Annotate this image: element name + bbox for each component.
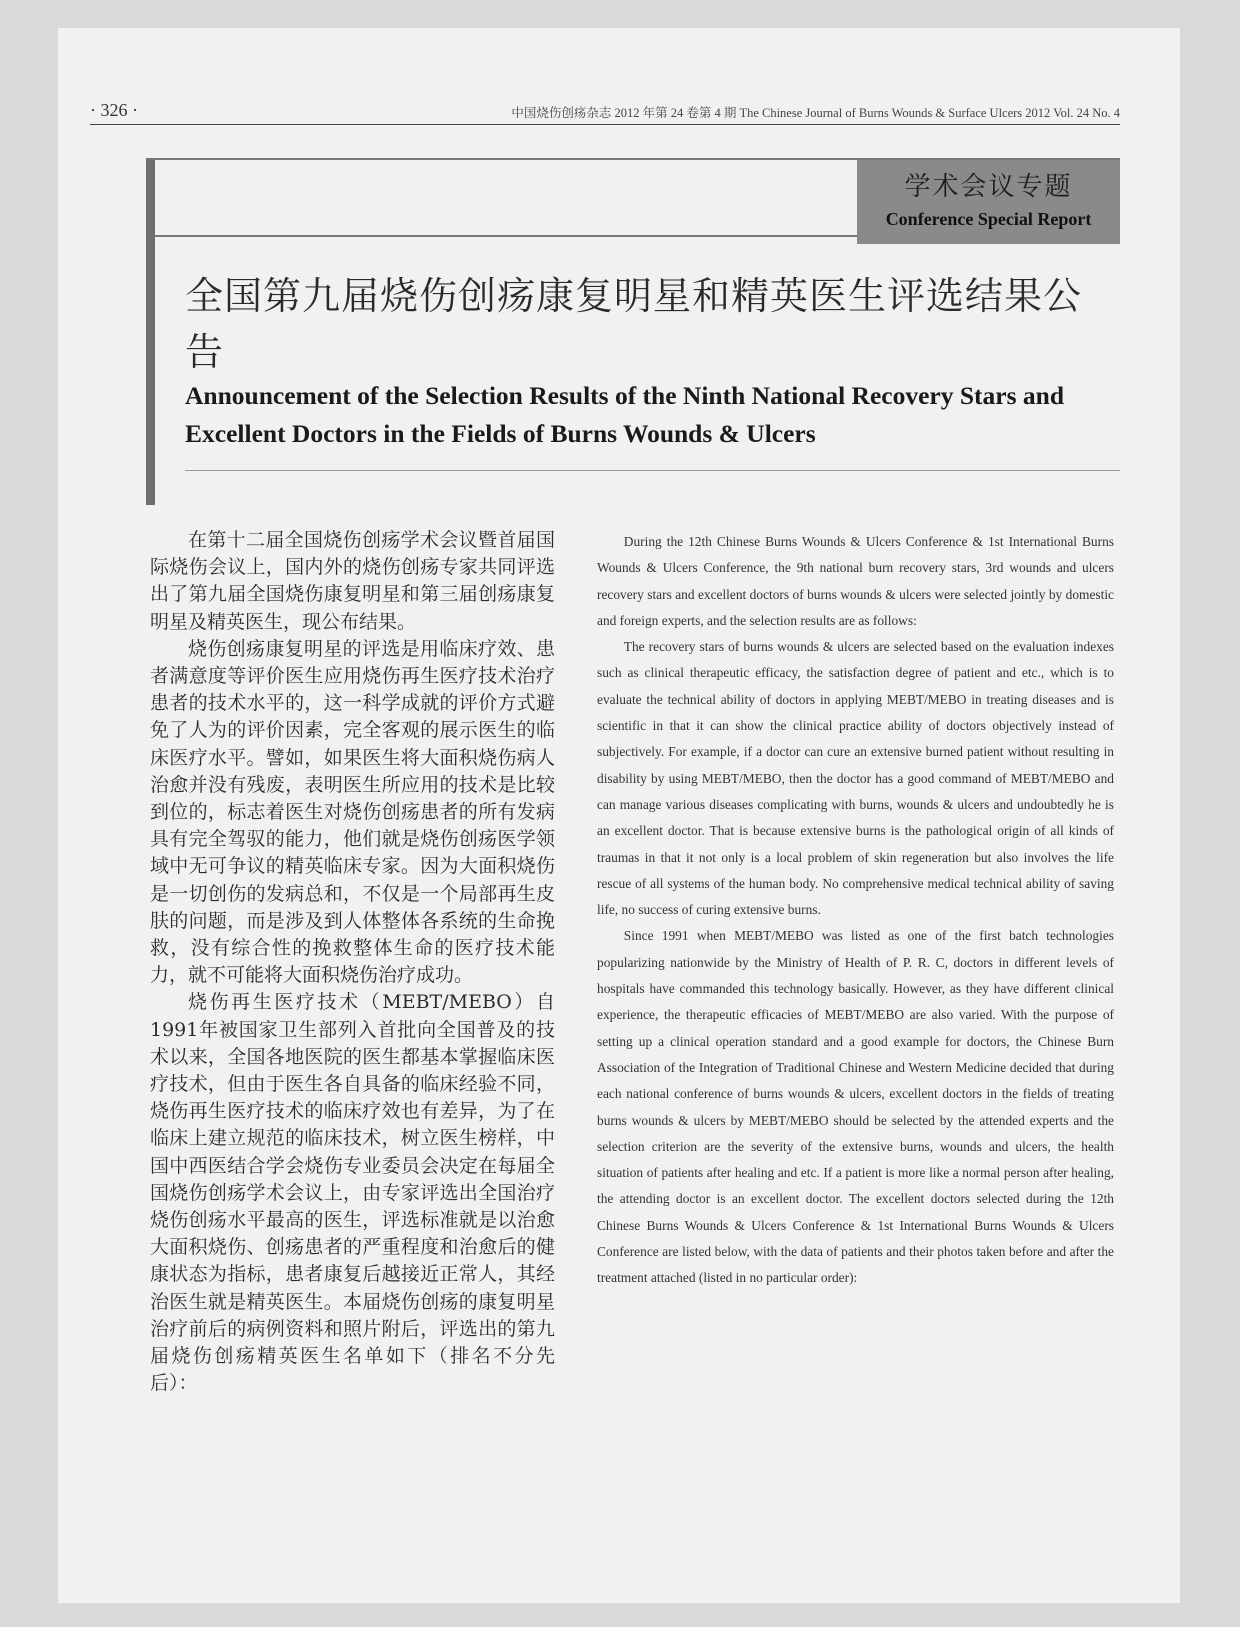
paragraph-en: During the 12th Chinese Burns Wounds & Ulcers Conference & 1st International Burns Wounds & Ulcers Conference, the 9th national burn recovery stars, 3rd wounds and ulcers recovery stars and excellent doctors of burns wounds & ulcers were selected jointly by domestic and foreign experts, and the selection results are as follows: xyxy=(597,534,1114,628)
paragraph-en: The recovery stars of burns wounds & ulcers are selected based on the evaluation indexes such as clinical therapeutic efficacy, the satisfaction degree of patient and etc., which is to evaluate the technical ability of doctors in applying MEBT/MEBO in treating diseases and is scientific in that it can show the clinical practice ability of doctors objectively instead of subjectively. For example, if a doctor can cure an extensive burned patient without resulting in disability by using MEBT/MEBO, then the doctor has a good command of MEBT/MEBO and can manage various diseases complicating with burns, wounds & ulcers and undoubtedly he is an excellent doctor. That is because extensive burns is the pathological origin of all kinds of traumas in that it not only is a local problem of skin regeneration but also involves the life rescue of all systems of the human body. No comprehensive medical technical ability of saving life, no success of curing extensive burns. xyxy=(597,639,1114,918)
body-column-english xyxy=(597,529,1114,1292)
paragraph-cn: 烧伤创疡康复明星的评选是用临床疗效、患者满意度等评价医生应用烧伤再生医疗技术治疗患者的技术水平的，这一科学成就的评价方式避免了人为的评价因素，完全客观的展示医生的临床医疗水平。譬如，如果医生将大面积烧伤病人治愈并没有残废，表明医生所应用的技术是比较到位的，标志着医生对烧伤创疡患者的所有发病具有完全驾驭的能力，他们就是烧伤创疡医学领域中无可争议的精英临床专家。因为大面积烧伤是一切创伤的发病总和，不仅是一个局部再生皮肤的问题，而是涉及到人体整体各系统的生命挽救，没有综合性的挽救整体生命的医疗技术能力，就不可能将大面积烧伤治疗成功。 xyxy=(150,637,555,987)
decorative-side-bar xyxy=(146,160,155,505)
paragraph-en: Since 1991 when MEBT/MEBO was listed as one of the first batch technologies popularizing nationwide by the Ministry of Health of P. R. C, doctors in different levels of hospitals have commanded this technology basically. However, as they have different clinical experience, the therapeutic efficacies of MEBT/MEBO are also varied. With the purpose of setting up a clinical operation standard and a good example for doctors, the Chinese Burn Association of the Integration of Traditional Chinese and Western Medicine decided that during each national conference of burns wounds & ulcers, excellent doctors in the fields of treating burns wounds & ulcers by MEBT/MEBO should be selected by the attended experts and the selection criterion are the severity of the extensive burns, wounds and ulcers, the health situation of patients after healing and etc. If a patient is more like a normal person after healing, the attending doctor is an excellent doctor. The excellent doctors selected during the 12th Chinese Burns Wounds & Ulcers Conference & 1st International Burns Wounds & Ulcers Conference are listed below, with the data of patients and their photos taken before and after the treatment attached (listed in no particular order): xyxy=(597,928,1114,1286)
body-column-chinese xyxy=(150,527,555,1398)
running-header xyxy=(90,98,1120,125)
article-title-cn: 全国第九届烧伤创疡康复明星和精英医生评选结果公告 xyxy=(185,274,1083,374)
section-label-cn: 学术会议专题 xyxy=(904,172,1073,202)
running-title: 中国烧伤创疡杂志 2012 年第 24 卷第 4 期 The Chinese Journal of Burns Wounds & Surface Ulcers 2012 Vol. 24 No. 4 xyxy=(511,106,1120,120)
section-label-box xyxy=(857,160,1120,244)
paragraph-cn: 在第十二届全国烧伤创疡学术会议暨首届国际烧伤会议上，国内外的烧伤创疡专家共同评选出了第九届全国烧伤康复明星和第三届创疡康复明星及精英医生，现公布结果。 xyxy=(150,529,555,633)
page-number: · 326 · xyxy=(90,100,138,120)
section-label-en: Conference Special Report xyxy=(885,209,1092,229)
article-title-en: Announcement of the Selection Results of the Ninth National Recovery Stars and Excellent Doctors in the Fields of Burns Wounds & Ulcers xyxy=(185,381,1065,448)
title-divider xyxy=(185,470,1120,471)
paragraph-cn: 烧伤再生医疗技术（MEBT/MEBO）自1991年被国家卫生部列入首批向全国普及的技术以来，全国各地医院的医生都基本掌握临床医疗技术，但由于医生各自具备的临床经验不同，烧伤再生医疗技术的临床疗效也有差异，为了在临床上建立规范的临床技术，树立医生榜样，中国中西医结合学会烧伤专业委员会决定在每届全国烧伤创疡学术会议上，由专家评选出全国治疗烧伤创疡水平最高的医生，评选标准就是以治愈大面积烧伤、创疡患者的严重程度和治愈后的健康状态为指标，患者康复后越接近正常人，其经治医生就是精英医生。本届烧伤创疡的康复明星治疗前后的病例资料和照片附后，评选出的第九届烧伤创疡精英医生名单如下（排名不分先后）： xyxy=(150,991,555,1395)
